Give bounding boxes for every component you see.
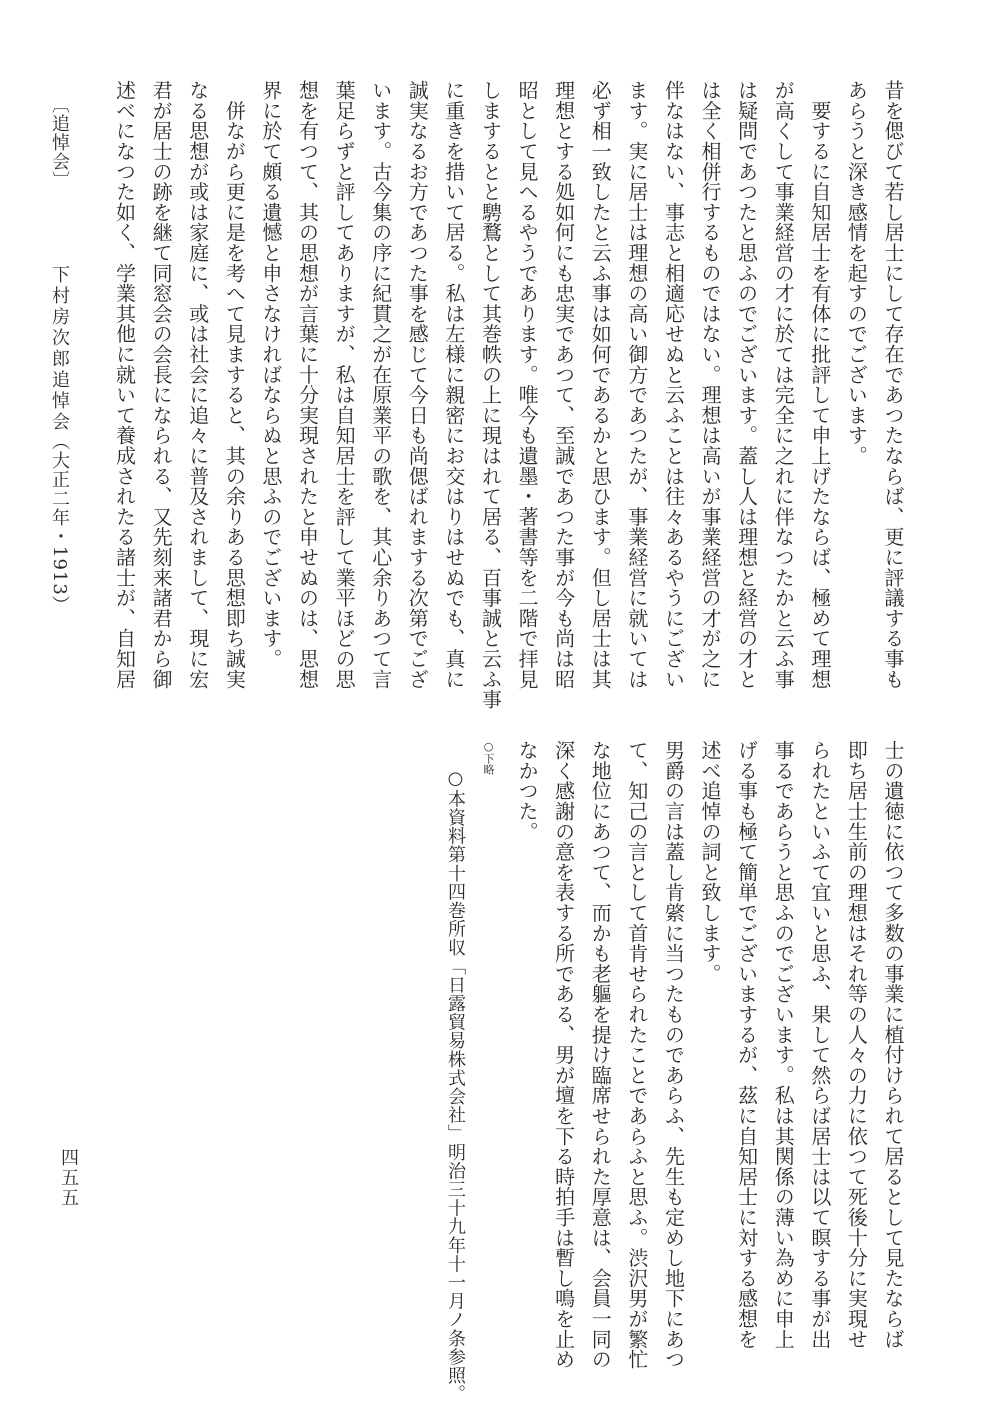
running-header-section: 〔追悼会〕 xyxy=(49,95,70,190)
footnote: ○本資料第十四巻所収「日露貿易株式会社」明治三十九年十一月ノ条参照。 xyxy=(445,768,466,1404)
main-text-upper xyxy=(106,80,911,710)
text-line: 述べ追悼の詞と致します。 xyxy=(698,740,723,984)
text-line: います。古今集の序に紀貫之が在原業平の歌を、其心余りあつて言 xyxy=(368,80,393,689)
text-line: 界に於て頗る遺憾と申さなければならぬと思ふのでございます。 xyxy=(258,80,283,669)
text-line: 昔を偲びて若し居士にして存在であつたならば、更に評議する事も xyxy=(881,80,905,689)
text-line: あらうと深き感情を起すのでございます。 xyxy=(844,80,869,466)
text-line: 即ち居士生前の理想はそれ等の人々の力に依つて死後十分に実現せ xyxy=(844,740,869,1349)
text-line: 深く感謝の意を表する所である、男が壇を下る時拍手は暫し鳴を止め xyxy=(551,740,576,1370)
text-line: は全く相併行するものではない。理想は高いが事業経営の才が之に xyxy=(698,80,723,689)
page-number: 四五五 xyxy=(58,1148,79,1208)
text-line: 誠実なるお方であつた事を感じて今日も尚偲ばれまする次第でござ xyxy=(405,80,430,689)
text-line: な地位にあつて、而かも老軀を提け臨席せられた厚意は、会員一同の xyxy=(588,740,613,1370)
text-line: て、知己の言として首肯せられたことであらふと思ふ。渋沢男が繁忙 xyxy=(624,740,649,1370)
text-line: 昭として見へるやうであります。唯今も遺墨・著書等を二階で拝見 xyxy=(515,80,540,689)
text-line: 君が居士の跡を継て同窓会の会長になられる、又先刻来諸君から御 xyxy=(149,80,174,689)
text-line: は疑問であつたと思ふのでございます。蓋し人は理想と経営の才と xyxy=(734,80,759,689)
text-line: しまするとと騁鶩として其巻帙の上に現はれて居る、百事誠と云ふ事 xyxy=(478,80,503,710)
text-line: られたといふて宜いと思ふ、果して然らば居士は以て瞑する事が出 xyxy=(807,740,832,1349)
text-line: 男爵の言は蓋し肯綮に当つたものであらふ、先生も定めし地下にあつ xyxy=(661,740,686,1370)
text-line: 併ながら更に是を考へて見ますると、其の余りある思想即ち誠実 xyxy=(222,80,247,689)
text-line: 葉足らずと評してありますが、私は自知居士を評して業平ほどの思 xyxy=(332,80,357,689)
omitted-note: ○下略 xyxy=(482,740,495,775)
text-line: 事るであらうと思ふのでございます。私は其関係の薄い為めに申上 xyxy=(771,740,796,1349)
running-header-date: （大正二年・1913） xyxy=(49,432,70,615)
text-line: げる事も極て簡単でございまするが、茲に自知居士に対する感想を xyxy=(734,740,759,1349)
text-line: 想を有つて、其の思想が言葉に十分実現されたと申せぬのは、思想 xyxy=(295,80,320,689)
text-line: 必ず相一致したと云ふ事は如何であるかと思ひます。但し居士は其 xyxy=(588,80,613,689)
text-line: 述べになつた如く、学業其他に就いて養成されたる諸士が、自知居 xyxy=(112,80,137,689)
text-line: に重きを措いて居る。私は左様に親密にお交はりはせぬでも、真に xyxy=(441,80,466,689)
text-line: が高くして事業経営の才に於ては完全に之れに伴なつたかと云ふ事 xyxy=(771,80,796,689)
text-line: ます。実に居士は理想の高い御方であつたが、事業経営に就いては xyxy=(624,80,649,689)
text-line: 伴なはない、事志と相適応せぬと云ふことは往々あるやうにござい xyxy=(661,80,686,689)
running-header-title: 下村房次郎追悼会 xyxy=(49,265,70,433)
text-line: なかつた。 xyxy=(515,740,540,842)
main-text-lower xyxy=(508,740,911,1370)
text-line: 要するに自知居士を有体に批評して申上げたならば、極めて理想 xyxy=(807,80,832,689)
text-line: 士の遺徳に依つて多数の事業に植付けられて居るとして見たならば xyxy=(881,740,905,1349)
text-line: 理想とする処如何にも忠実であつて、至誠であつた事が今も尚は昭 xyxy=(551,80,576,689)
text-line: なる思想が或は家庭に、或は社会に追々に普及されまして、現に宏 xyxy=(185,80,210,689)
